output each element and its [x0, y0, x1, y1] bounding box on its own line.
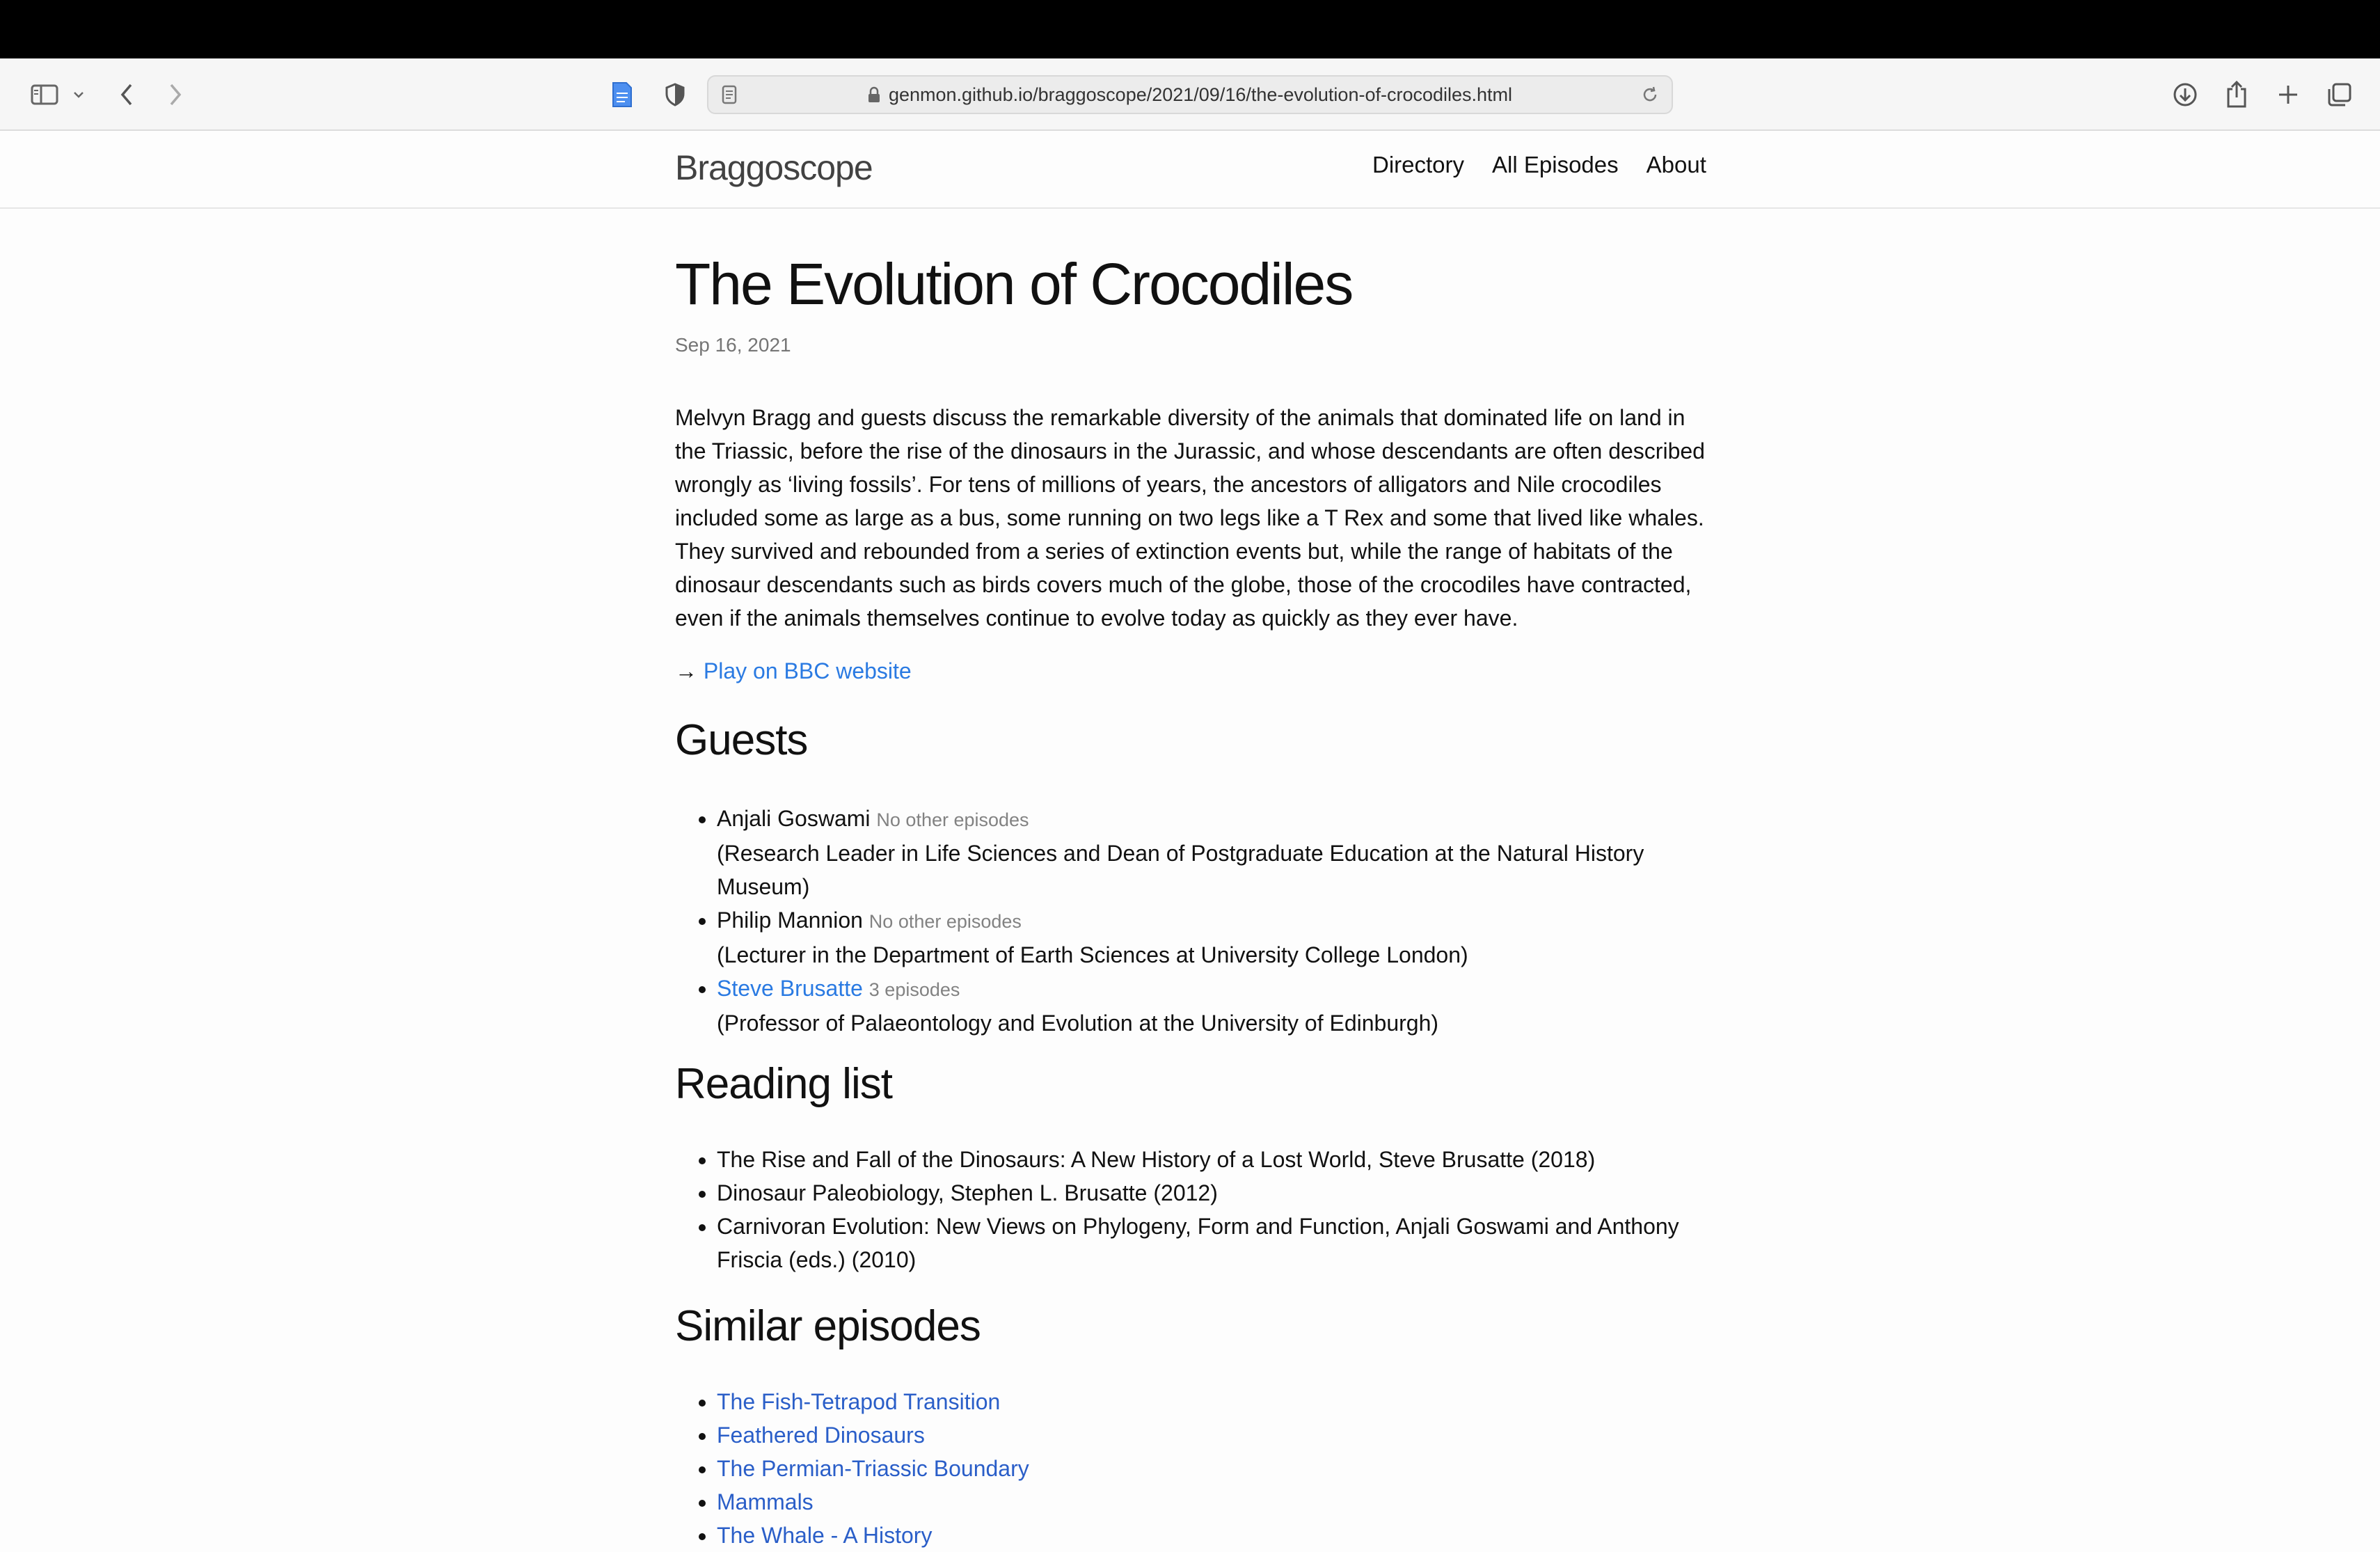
guests-list — [675, 802, 1708, 1040]
similar-episode-link[interactable]: The Fish-Tetrapod Transition — [717, 1389, 1001, 1414]
list-item — [717, 1385, 1708, 1418]
nav-directory[interactable]: Directory — [1372, 152, 1465, 177]
site-nav — [1372, 152, 1706, 178]
guest-name: Philip Mannion — [717, 908, 863, 933]
guest-item — [717, 972, 1708, 1040]
list-item — [717, 1418, 1708, 1452]
guest-episode-count: No other episodes — [876, 809, 1029, 830]
list-item: • Carnivoran Evolution: New Views on Phylogeny, Form and Function, Anjali Goswami and Anthony Friscia (eds.) (2010) — [717, 1210, 1708, 1276]
address-bar[interactable] — [707, 75, 1673, 114]
privacy-shield-icon[interactable] — [660, 58, 690, 131]
guest-role: (Lecturer in the Department of Earth Sciences at University College London) — [717, 942, 1468, 967]
similar-episode-link[interactable]: Feathered Dinosaurs — [717, 1423, 925, 1448]
chevron-down-icon[interactable] — [68, 58, 89, 131]
similar-episode-link[interactable]: The Permian-Triassic Boundary — [717, 1456, 1029, 1481]
guest-role: (Research Leader in Life Sciences and Dean of Postgraduate Education at the Natural History Museum) — [717, 841, 1644, 899]
download-icon[interactable] — [2168, 58, 2202, 131]
nav-about[interactable]: About — [1646, 152, 1706, 177]
guest-episode-count: No other episodes — [868, 911, 1022, 932]
similar-episodes-list — [675, 1385, 1708, 1552]
similar-episode-link[interactable]: Mammals — [717, 1489, 814, 1514]
forward-icon[interactable] — [160, 58, 191, 131]
similar-episode-link[interactable]: The Whale - A History — [717, 1523, 933, 1548]
guest-role: (Professor of Palaeontology and Evolution at the University of Edinburgh) — [717, 1011, 1439, 1036]
share-icon[interactable] — [2220, 58, 2253, 131]
tab-overview-icon[interactable] — [2323, 58, 2356, 131]
nav-all-episodes[interactable]: All Episodes — [1492, 152, 1619, 177]
lock-icon — [868, 86, 880, 103]
list-item — [717, 1519, 1708, 1552]
guests-heading: Guests — [675, 716, 808, 764]
list-item: • The Rise and Fall of the Dinosaurs: A New History of a Lost World, Steve Brusatte (2018) — [717, 1143, 1708, 1176]
site-header — [0, 131, 2380, 209]
site-title[interactable]: Braggoscope — [675, 148, 873, 187]
list-item — [717, 1485, 1708, 1519]
episode-description: Melvyn Bragg and guests discuss the remarkable diversity of the animals that dominated life on land in the Triassic, before the rise of the dinosaurs in the Jurassic, and whose descendants are often described wrongly as ‘living fossils’. For tens of millions of years, the ancestors of alligators and Nile crocodiles included some as large as a bus, some running on two legs like a T Rex and some that lived like whales. They survived and rebounded from a series of extinction events but, while the range of habitats of the dinosaur descendants such as birds covers much of the globe, those of the crocodiles have contracted, even if the animals themselves continue to evolve today as quickly as they ever have. — [675, 405, 1705, 631]
play-on-bbc-link[interactable]: Play on BBC website — [703, 658, 912, 683]
guest-item — [717, 802, 1708, 903]
guest-name: Anjali Goswami — [717, 806, 871, 831]
reading-list — [675, 1143, 1708, 1276]
guest-item — [717, 903, 1708, 972]
sidebar-icon[interactable] — [25, 58, 64, 131]
page-title: The Evolution of Crocodiles — [675, 251, 1353, 317]
guest-name-link[interactable]: Steve Brusatte — [717, 976, 863, 1001]
url-text: genmon.github.io/braggoscope/2021/09/16/the-evolution-of-crocodiles.html — [888, 84, 1513, 105]
browser-toolbar — [0, 58, 2380, 131]
similar-episodes-heading: Similar episodes — [675, 1302, 981, 1350]
reading-list-heading: Reading list — [675, 1060, 892, 1108]
menu-bar — [0, 0, 2380, 58]
reload-icon[interactable] — [1641, 85, 1659, 108]
post-date: Sep 16, 2021 — [675, 334, 791, 356]
new-tab-icon[interactable] — [2271, 58, 2305, 131]
page-icon[interactable] — [607, 58, 637, 131]
list-item — [717, 1452, 1708, 1485]
play-link-row — [675, 658, 912, 684]
arrow-icon: → — [675, 658, 697, 683]
guest-episode-count: 3 episodes — [868, 979, 960, 1000]
back-icon[interactable] — [111, 58, 142, 131]
list-item: • Dinosaur Paleobiology, Stephen L. Brusatte (2012) — [717, 1176, 1708, 1210]
